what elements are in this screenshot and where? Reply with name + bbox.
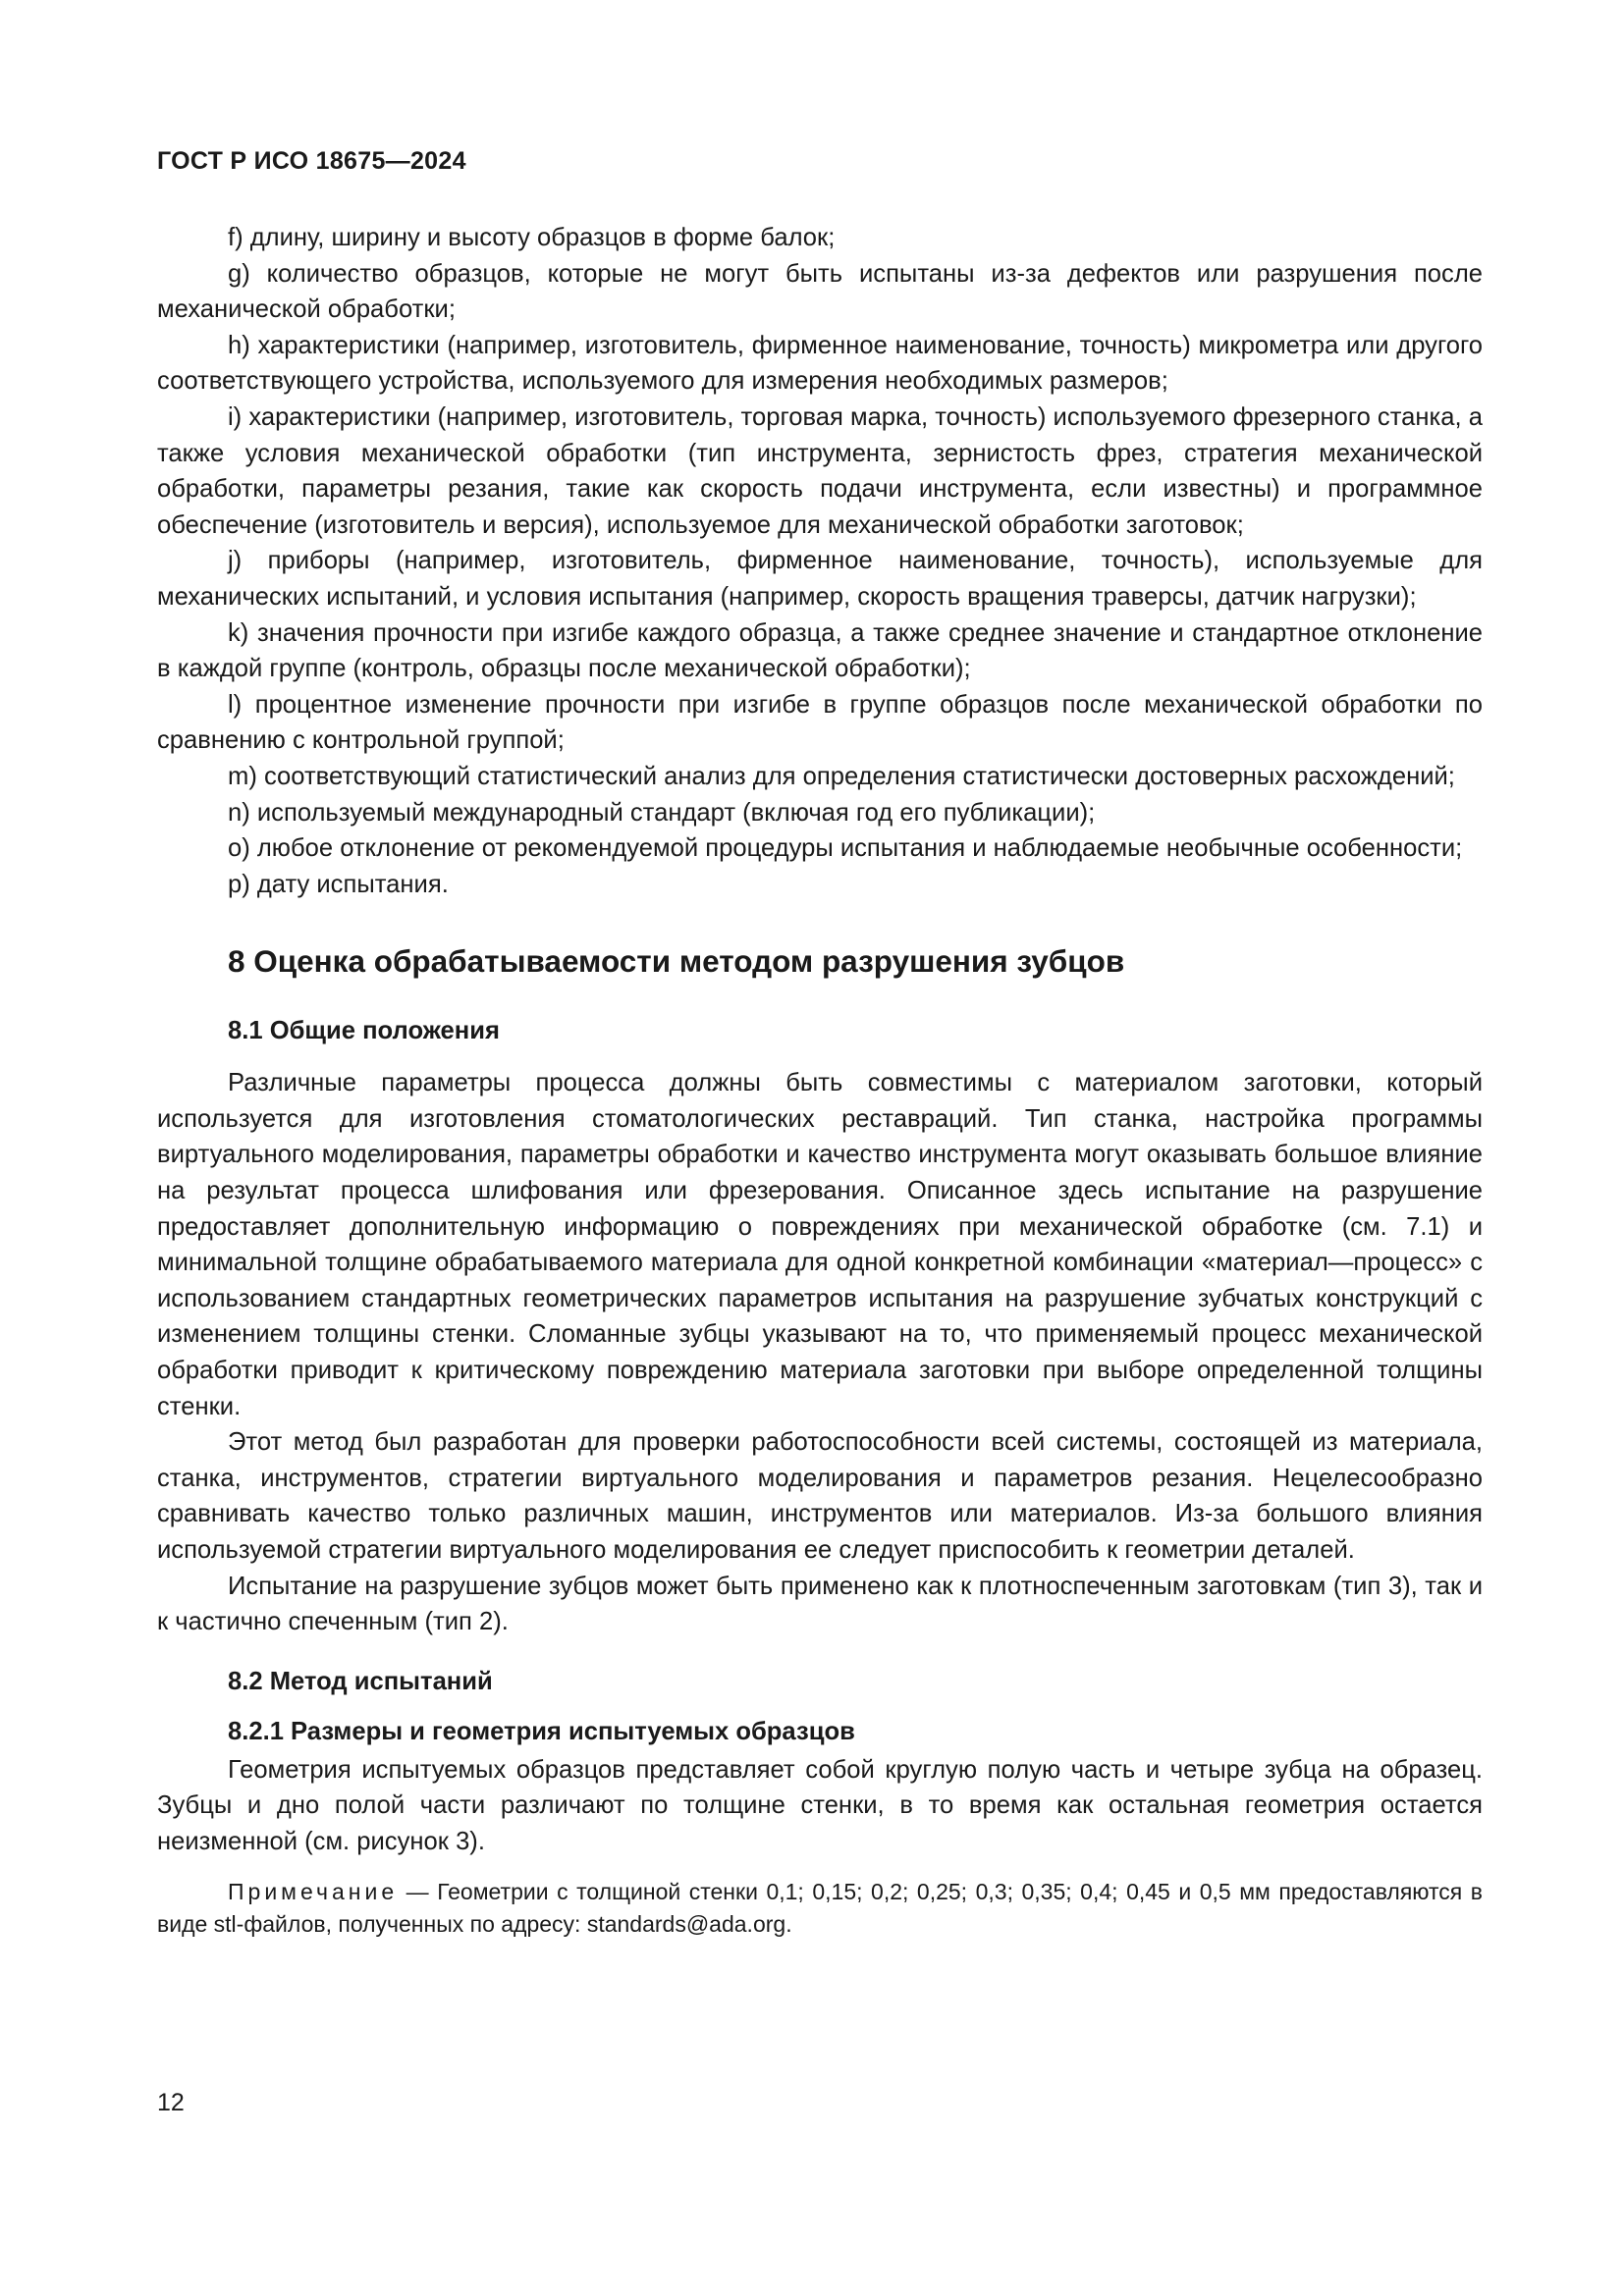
list-item-i: i) характеристики (например, изготовитель, торговая марка, точность) используемого фрезерного станка, а также условия механической обработки (тип инструмента, зернистость фрез, стратегия механической обработки, параметры резания, такие как скорость подачи инструмента, если известны) и программное обеспечение (изготовитель и версия), используемое для механической обработки заготовок; [157, 402, 1483, 539]
section-8-2-title: 8.2 Метод испытаний [228, 1667, 493, 1695]
requirements-list [157, 220, 1483, 902]
section-8-title: 8 Оценка обрабатываемости методом разрушения зубцов [228, 943, 1125, 980]
list-item-k: k) значения прочности при изгибе каждого образца, а также среднее значение и стандартное отклонение в каждой группе (контроль, образцы после механической обработки); [157, 618, 1483, 683]
section-8-2-1-paragraph: Геометрия испытуемых образцов представляет собой круглую полую часть и четыре зубца на образец. Зубцы и дно полой части различают по толщине стенки, в то время как остальная геометрия остается неизменной (см. рисунок 3). [157, 1755, 1483, 1855]
list-item-o: o) любое отклонение от рекомендуемой процедуры испытания и наблюдаемые необычные особенности; [228, 834, 1463, 863]
section-8-2-1-title: 8.2.1 Размеры и геометрия испытуемых образцов [228, 1717, 855, 1745]
section-8-1-title: 8.1 Общие положения [228, 1017, 500, 1045]
list-item-j: j) приборы (например, изготовитель, фирменное наименование, точность), используемые для механических испытаний, и условия испытания (например, скорость вращения траверсы, датчик нагрузки); [157, 547, 1483, 611]
list-item-l: l) процентное изменение прочности при изгибе в группе образцов после механической обработки по сравнению с контрольной группой; [157, 690, 1483, 755]
note-text: — Геометрии с толщиной стенки 0,1; 0,15; 0,2; 0,25; 0,3; 0,35; 0,4; 0,45 и 0,5 мм предоставляются в виде stl-файлов, полученных по адресу: standards@ada.org. [157, 1878, 1483, 1937]
page-number: 12 [157, 2089, 185, 2116]
list-item-g: g) количество образцов, которые не могут быть испытаны из-за дефектов или разрушения после механической обработки; [157, 259, 1483, 324]
page-content [157, 147, 1483, 1941]
list-item-n: n) используемый международный стандарт (включая год его публикации); [228, 798, 1096, 827]
list-item-h: h) характеристики (например, изготовитель, фирменное наименование, точность) микрометра или другого соответствующего устройства, используемого для измерения необходимых размеров; [157, 331, 1483, 396]
list-item-f: f) длину, ширину и высоту образцов в форме балок; [228, 224, 836, 251]
note-label: Примечание [228, 1878, 399, 1904]
list-item-p: p) дату испытания. [228, 870, 449, 898]
document-header: ГОСТ Р ИСО 18675—2024 [157, 147, 466, 175]
section-8-1-paragraph-2: Этот метод был разработан для проверки работоспособности всей системы, состоящей из материала, станка, инструментов, стратегии виртуального моделирования и параметров резания. Нецелесообразно сравнивать качество только различных машин, инструментов или материалов. Из-за большого влияния используемой стратегии виртуального моделирования ее следует приспособить к геометрии деталей. [157, 1428, 1483, 1564]
section-8-1-paragraph-3: Испытание на разрушение зубцов может быть применено как к плотноспеченным заготовкам (тип 3), так и к частично спеченным (тип 2). [157, 1572, 1483, 1636]
section-8-1-paragraph-1: Различные параметры процесса должны быть совместимы с материалом заготовки, который используется для изготовления стоматологических реставраций. Тип станка, настройка программы виртуального моделирования, параметры обработки и качество инструмента могут оказывать большое влияние на результат процесса шлифования или фрезерования. Описанное здесь испытание на разрушение предоставляет дополнительную информацию о повреждениях при механической обработке (см. 7.1) и минимальной толщине обрабатываемого материала для одной конкретной комбинации «материал—процесс» с использованием стандартных геометрических параметров испытания на разрушение зубчатых конструкций с изменением толщины стенки. Сломанные зубцы указывают на то, что применяемый процесс механической обработки приводит к критическому повреждению материала заготовки при выборе определенной толщины стенки. [157, 1069, 1483, 1420]
list-item-m: m) соответствующий статистический анализ для определения статистически достоверных расхождений; [228, 762, 1455, 790]
note [157, 1876, 1483, 1941]
